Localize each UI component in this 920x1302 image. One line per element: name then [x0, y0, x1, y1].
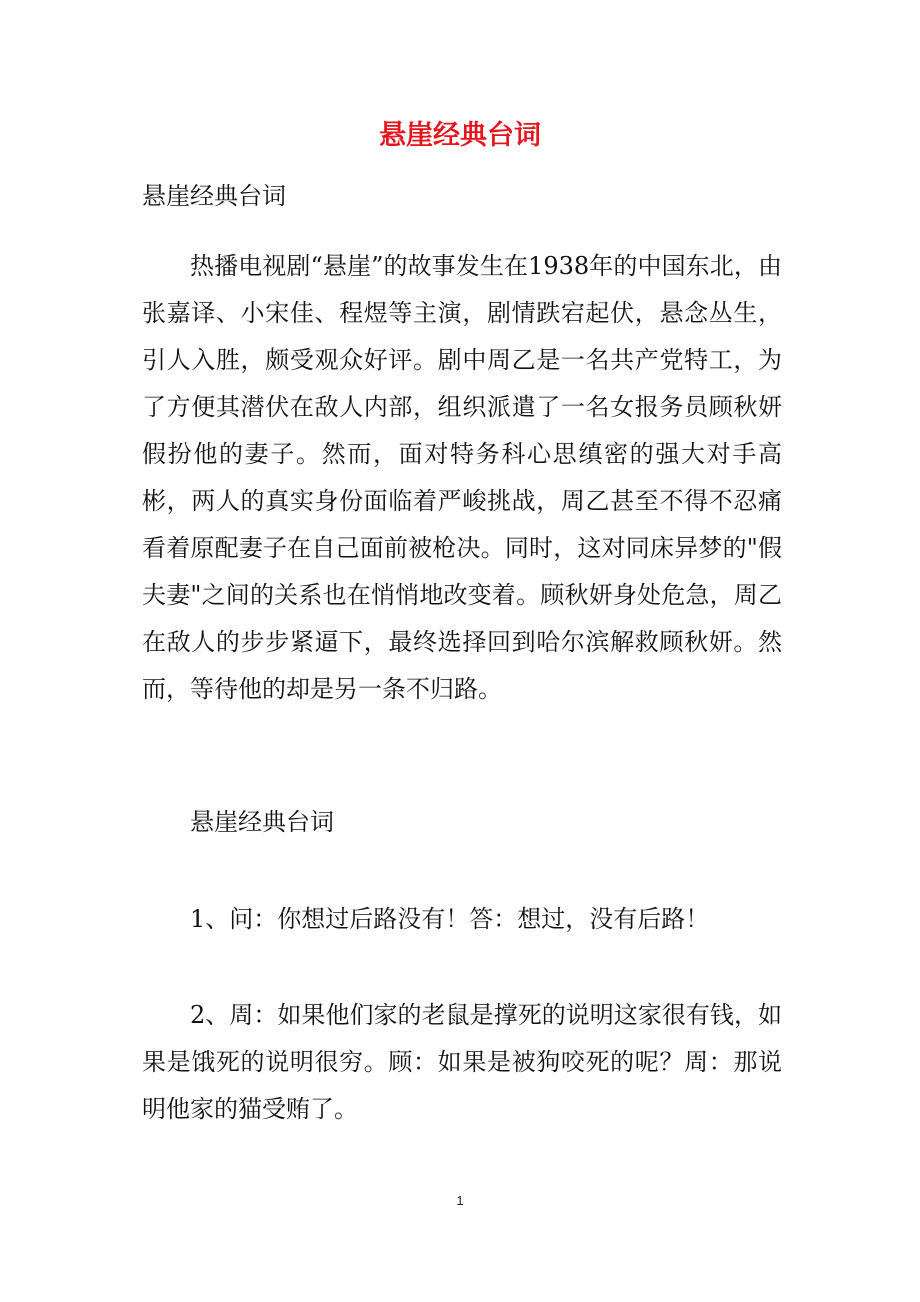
document-subtitle: 悬崖经典台词 [142, 182, 286, 210]
page-number: 1 [456, 1193, 464, 1208]
quote-2: 2、周：如果他们家的老鼠是撑死的说明这家很有钱，如果是饿死的说明很穷。顾：如果是被狗咬死的呢？周：那说明他家的猫受贿了。 [142, 1001, 782, 1123]
intro-paragraph: 热播电视剧“悬崖”的故事发生在1938年的中国东北，由张嘉译、小宋佳、程煜等主演，剧情跌宕起伏，悬念丛生，引人入胜，颇受观众好评。剧中周乙是一名共产党特工，为了方便其潜伏在敌人内部，组织派遣了一名女报务员顾秋妍假扮他的妻子。然而，面对特务科心思缜密的强大对手高彬，两人的真实身份面临着严峻挑战，周乙甚至不得不忍痛看着原配妻子在自己面前被枪决。同时，这对同床异梦的"假夫妻"之间的关系也在悄悄地改变着。顾秋妍身处危急，周乙在敌人的步步紧逼下，最终选择回到哈尔滨解救顾秋妍。然而，等待他的却是另一条不归路。 [142, 252, 782, 703]
section-heading: 悬崖经典台词 [190, 808, 334, 836]
document-title: 悬崖经典台词 [379, 120, 541, 151]
quote-1: 1、问：你想过后路没有！答：想过，没有后路！ [190, 905, 710, 933]
